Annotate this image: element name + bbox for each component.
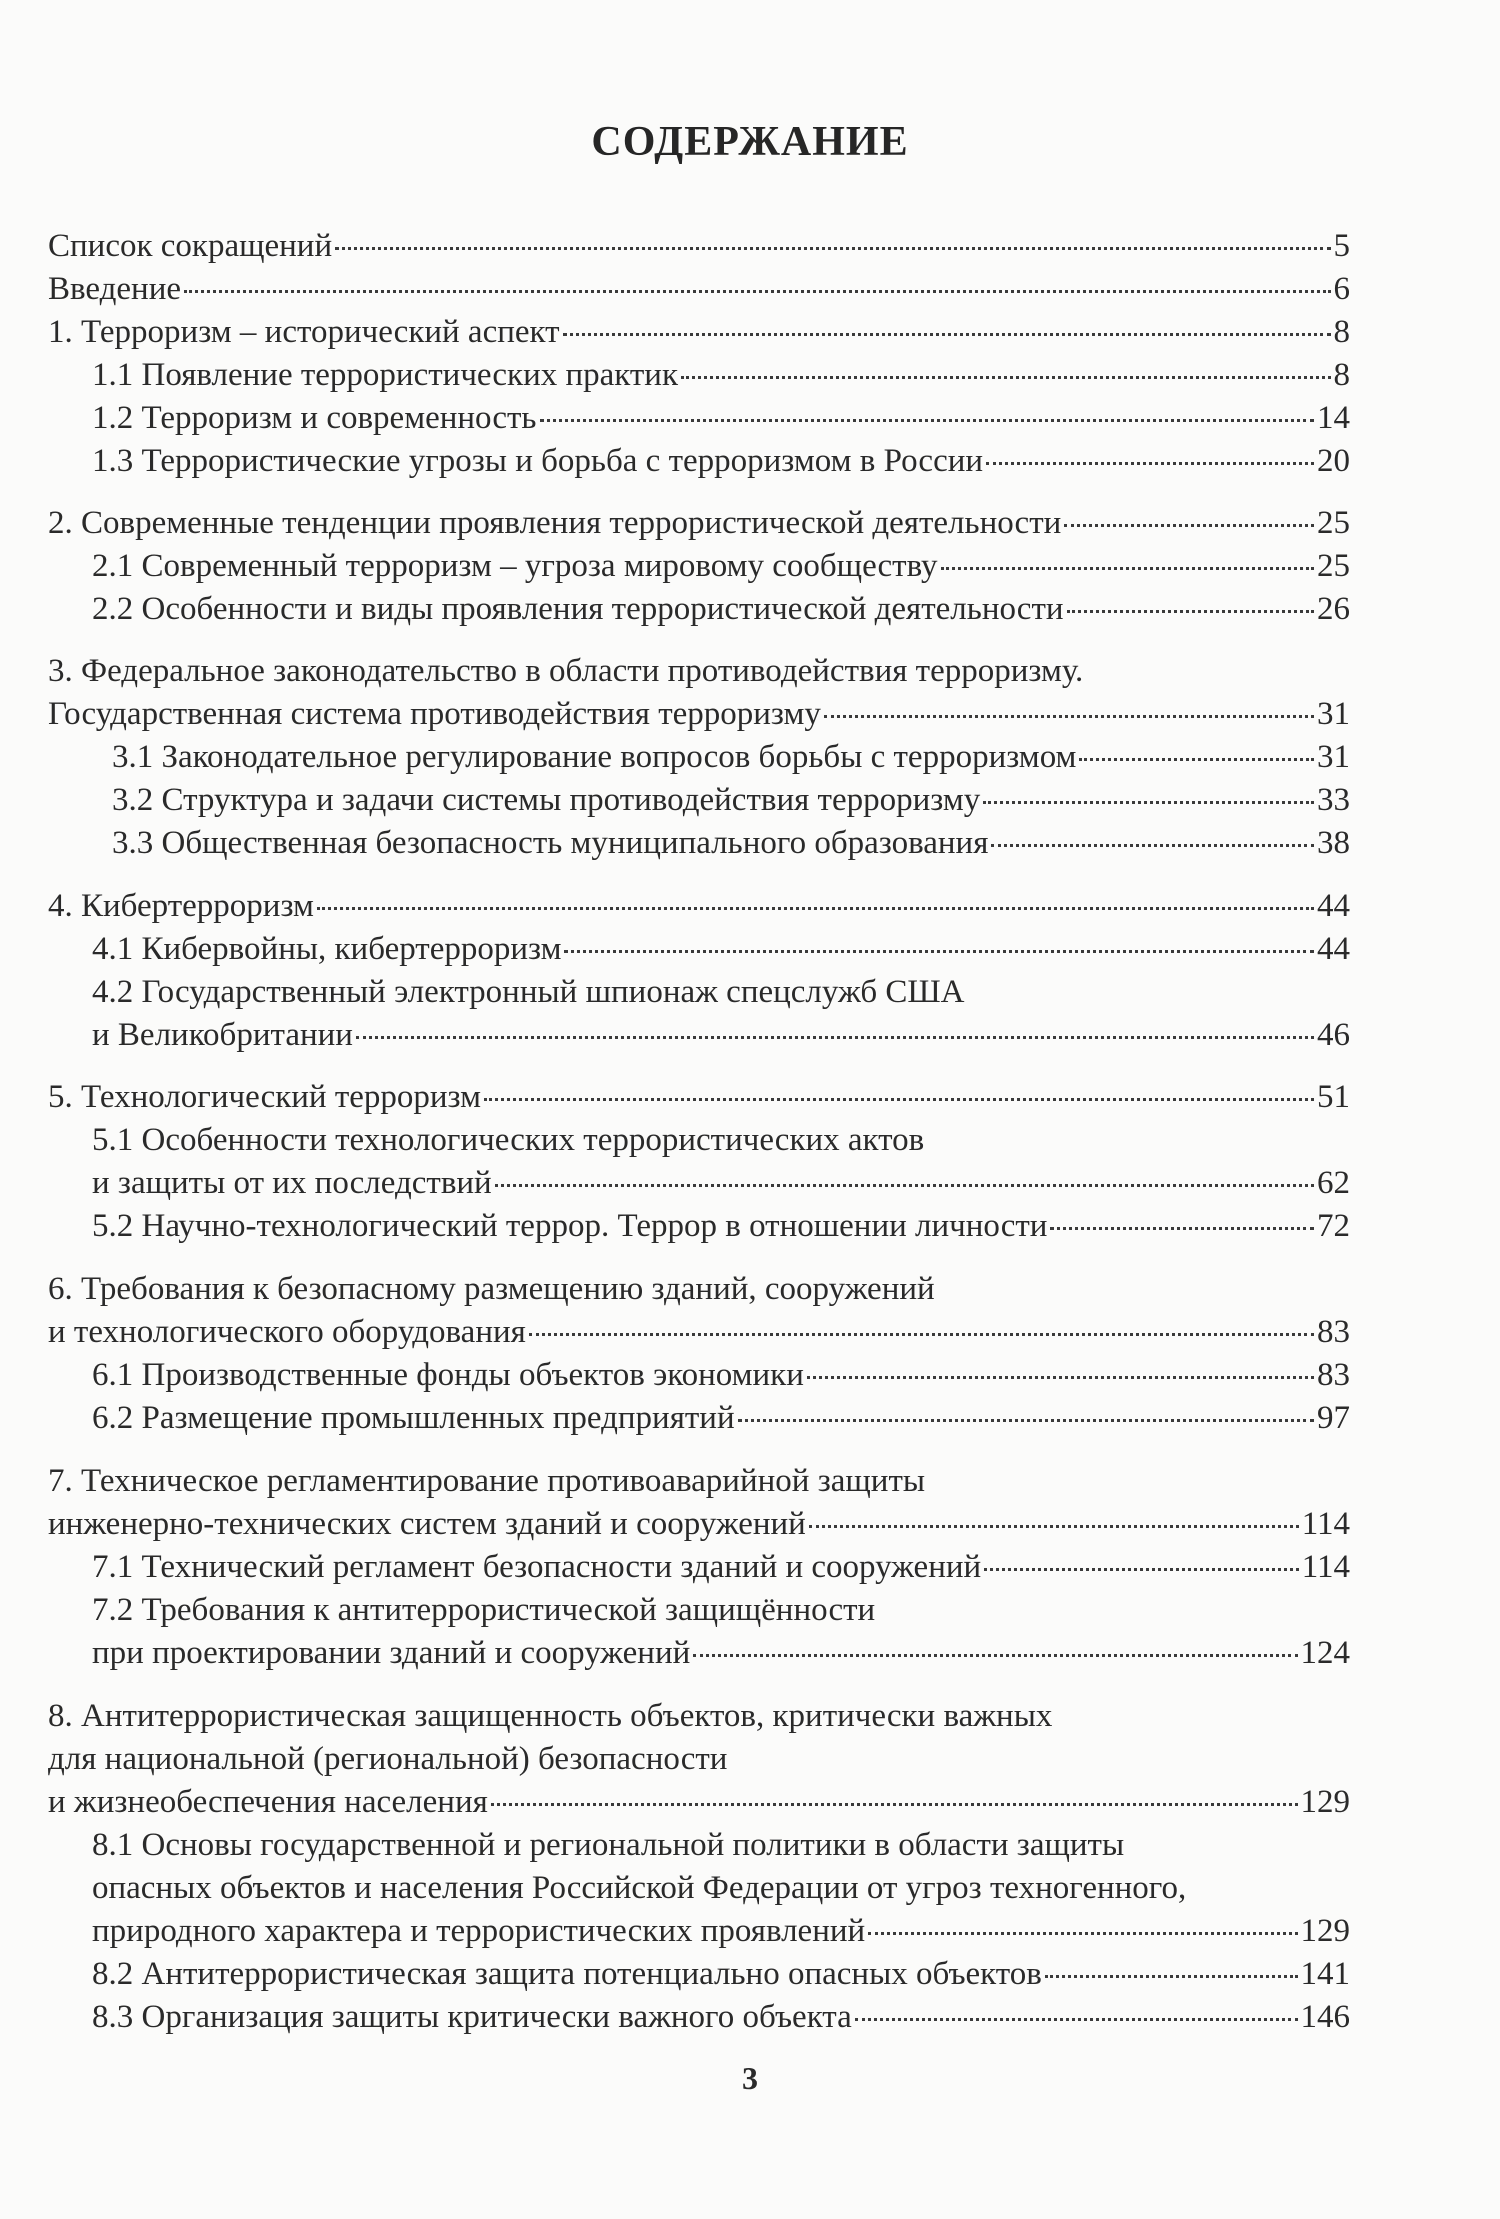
toc-entry[interactable] [92,1205,1350,1247]
toc-entry[interactable] [48,693,1350,735]
toc-entry-title: 3.3 Общественная безопасность муниципального образования [112,825,989,861]
toc-entry-page: 31 [1317,696,1350,732]
toc-entry-page: 72 [1317,1208,1350,1244]
toc-entry-title: и жизнеобеспечения населения [48,1784,488,1820]
toc-entry-page: 8 [1333,314,1350,350]
toc-entry-page: 44 [1317,888,1350,924]
toc-entry-line: 7.2 Требования к антитеррористической защищённости [92,1592,876,1628]
toc-entry-title: 6.2 Размещение промышленных предприятий [92,1400,735,1436]
toc-entry-title: при проектировании зданий и сооружений [92,1635,691,1671]
dot-leader [738,1418,1314,1422]
toc-entry-page: 14 [1317,400,1350,436]
dot-leader [1064,523,1314,527]
toc-entry-title: и защиты от их последствий [92,1165,492,1201]
dot-leader [824,714,1314,718]
toc-entry-title: 8.2 Антитеррористическая защита потенциально опасных объектов [92,1956,1042,1992]
toc-entry-title: 2. Современные тенденции проявления террористической деятельности [48,505,1062,541]
toc-entry[interactable] [48,885,1350,927]
toc-entry-page: 26 [1317,591,1350,627]
toc-entry[interactable] [92,1632,1350,1674]
toc-entry-page: 62 [1317,1165,1350,1201]
toc-entry-line: 7. Техническое регламентирование противоаварийной защиты [48,1463,926,1499]
toc-entry[interactable] [92,588,1350,630]
toc-entry-title: и Великобритании [92,1017,353,1053]
dot-leader [356,1035,1314,1039]
toc-entry-title: Список сокращений [48,228,333,264]
dot-leader [529,1332,1314,1336]
toc-entry[interactable] [92,1996,1350,2038]
toc-entry-title: Введение [48,271,182,307]
toc-entry[interactable] [48,502,1350,544]
toc-entry-line: опасных объектов и населения Российской Федерации от угроз техногенного, [92,1870,1187,1906]
toc-entry[interactable] [92,397,1350,439]
toc-entry-title: 6.1 Производственные фонды объектов экономики [92,1357,804,1393]
dot-leader [1067,609,1314,613]
toc-entry-title: 1. Терроризм – исторический аспект [48,314,560,350]
dot-leader [540,418,1315,422]
toc-entry-page: 6 [1333,271,1350,307]
dot-leader [1079,757,1314,761]
toc-entry-title: и технологического оборудования [48,1314,526,1350]
toc-entry-title: 1.3 Террористические угрозы и борьба с терроризмом в России [92,443,984,479]
toc-entry-title: 1.1 Появление террористических практик [92,357,678,393]
toc-entry-page: 83 [1317,1314,1350,1350]
toc-entry-page: 25 [1317,505,1350,541]
toc-entry-page: 51 [1317,1079,1350,1115]
toc-entry-page: 129 [1300,1784,1350,1820]
toc-entry-page: 33 [1317,782,1350,818]
dot-leader [563,332,1331,336]
toc-entry[interactable] [48,311,1350,353]
toc-entry[interactable] [48,1076,1350,1118]
toc-entry-title: 2.1 Современный терроризм – угроза мировому сообществу [92,548,938,584]
dot-leader [184,289,1330,293]
toc-entry-page: 31 [1317,739,1350,775]
toc-entry[interactable] [92,1162,1350,1204]
toc-entry-page: 129 [1300,1913,1350,1949]
toc-entry-title: инженерно-технических систем зданий и сооружений [48,1506,806,1542]
dot-leader [986,461,1314,465]
toc-entry[interactable] [92,1953,1350,1995]
toc-entry-line: для национальной (региональной) безопасности [48,1741,728,1777]
toc-entry[interactable] [112,779,1350,821]
dot-leader [681,375,1331,379]
toc-entry[interactable] [92,928,1350,970]
toc-entry[interactable] [92,1354,1350,1396]
toc-entry[interactable] [48,1503,1350,1545]
toc-entry-page: 83 [1317,1357,1350,1393]
toc-entry-page: 20 [1317,443,1350,479]
toc-entry-page: 8 [1333,357,1350,393]
dot-leader [941,566,1314,570]
toc-entry-page: 146 [1300,1999,1350,2035]
toc-entry[interactable] [92,1014,1350,1056]
toc-entry[interactable] [92,1910,1350,1952]
toc-entry-page: 114 [1301,1549,1350,1585]
toc-entry-page: 124 [1300,1635,1350,1671]
page-number: 3 [742,2060,758,2096]
toc-entry-title: 8.3 Организация защиты критически важного объекта [92,1999,852,2035]
toc-entry[interactable] [48,1311,1350,1353]
dot-leader [984,1567,1299,1571]
toc-entry-title: 3.2 Структура и задачи системы противодействия терроризму [112,782,981,818]
toc-entry-page: 114 [1301,1506,1350,1542]
toc-entry-title: 4. Кибертерроризм [48,888,314,924]
toc-entry[interactable] [48,268,1350,310]
dot-leader [495,1183,1314,1187]
toc-entry[interactable] [48,1781,1350,1823]
toc-entry-title: 1.2 Терроризм и современность [92,400,537,436]
toc-entry-line: 8. Антитеррористическая защищенность объектов, критически важных [48,1698,1053,1734]
dot-leader [983,800,1314,804]
toc-entry[interactable] [112,736,1350,778]
toc-entry-page: 38 [1317,825,1350,861]
dot-leader [1045,1974,1298,1978]
toc-entry-page: 25 [1317,548,1350,584]
dot-leader [991,843,1314,847]
toc-entry-page: 5 [1333,228,1350,264]
dot-leader [855,2017,1298,2021]
dot-leader [564,949,1314,953]
dot-leader [868,1931,1297,1935]
toc-entry-page: 141 [1300,1956,1350,1992]
toc-entry[interactable] [48,225,1350,267]
toc-entry[interactable] [92,545,1350,587]
toc-entry-title: 7.1 Технический регламент безопасности зданий и сооружений [92,1549,982,1585]
toc-entry-line: 5.1 Особенности технологических террористических актов [92,1122,925,1158]
toc-entry-page: 46 [1317,1017,1350,1053]
dot-leader [809,1524,1299,1528]
toc-entry[interactable] [92,354,1350,396]
toc-entry-title: Государственная система противодействия терроризму [48,696,821,732]
toc-entry-line: 6. Требования к безопасному размещению зданий, сооружений [48,1271,935,1307]
toc-entry-title: 4.1 Кибервойны, кибертерроризм [92,931,562,967]
dot-leader [1050,1226,1314,1230]
toc-entry-title: природного характера и террористических проявлений [92,1913,866,1949]
toc-entry-line: 4.2 Государственный электронный шпионаж спецслужб США [92,974,965,1010]
dot-leader [491,1802,1298,1806]
dot-leader [484,1097,1314,1101]
page-title: СОДЕРЖАНИЕ [591,119,909,165]
dot-leader [693,1653,1297,1657]
dot-leader [807,1375,1314,1379]
toc-entry[interactable] [92,440,1350,482]
toc-entry-page: 44 [1317,931,1350,967]
toc-entry-line: 3. Федеральное законодательство в области противодействия терроризму. [48,653,1084,689]
toc-entry[interactable] [92,1546,1350,1588]
dot-leader [335,246,1330,250]
toc-entry-title: 5.2 Научно-технологический террор. Террор в отношении личности [92,1208,1048,1244]
dot-leader [317,906,1314,910]
toc-entry-title: 2.2 Особенности и виды проявления террористической деятельности [92,591,1064,627]
toc-entry-page: 97 [1317,1400,1350,1436]
toc-entry-title: 3.1 Законодательное регулирование вопросов борьбы с терроризмом [112,739,1077,775]
toc-entry-title: 5. Технологический терроризм [48,1079,481,1115]
toc-entry[interactable] [92,1397,1350,1439]
toc-entry[interactable] [112,822,1350,864]
toc-entry-line: 8.1 Основы государственной и региональной политики в области защиты [92,1827,1125,1863]
